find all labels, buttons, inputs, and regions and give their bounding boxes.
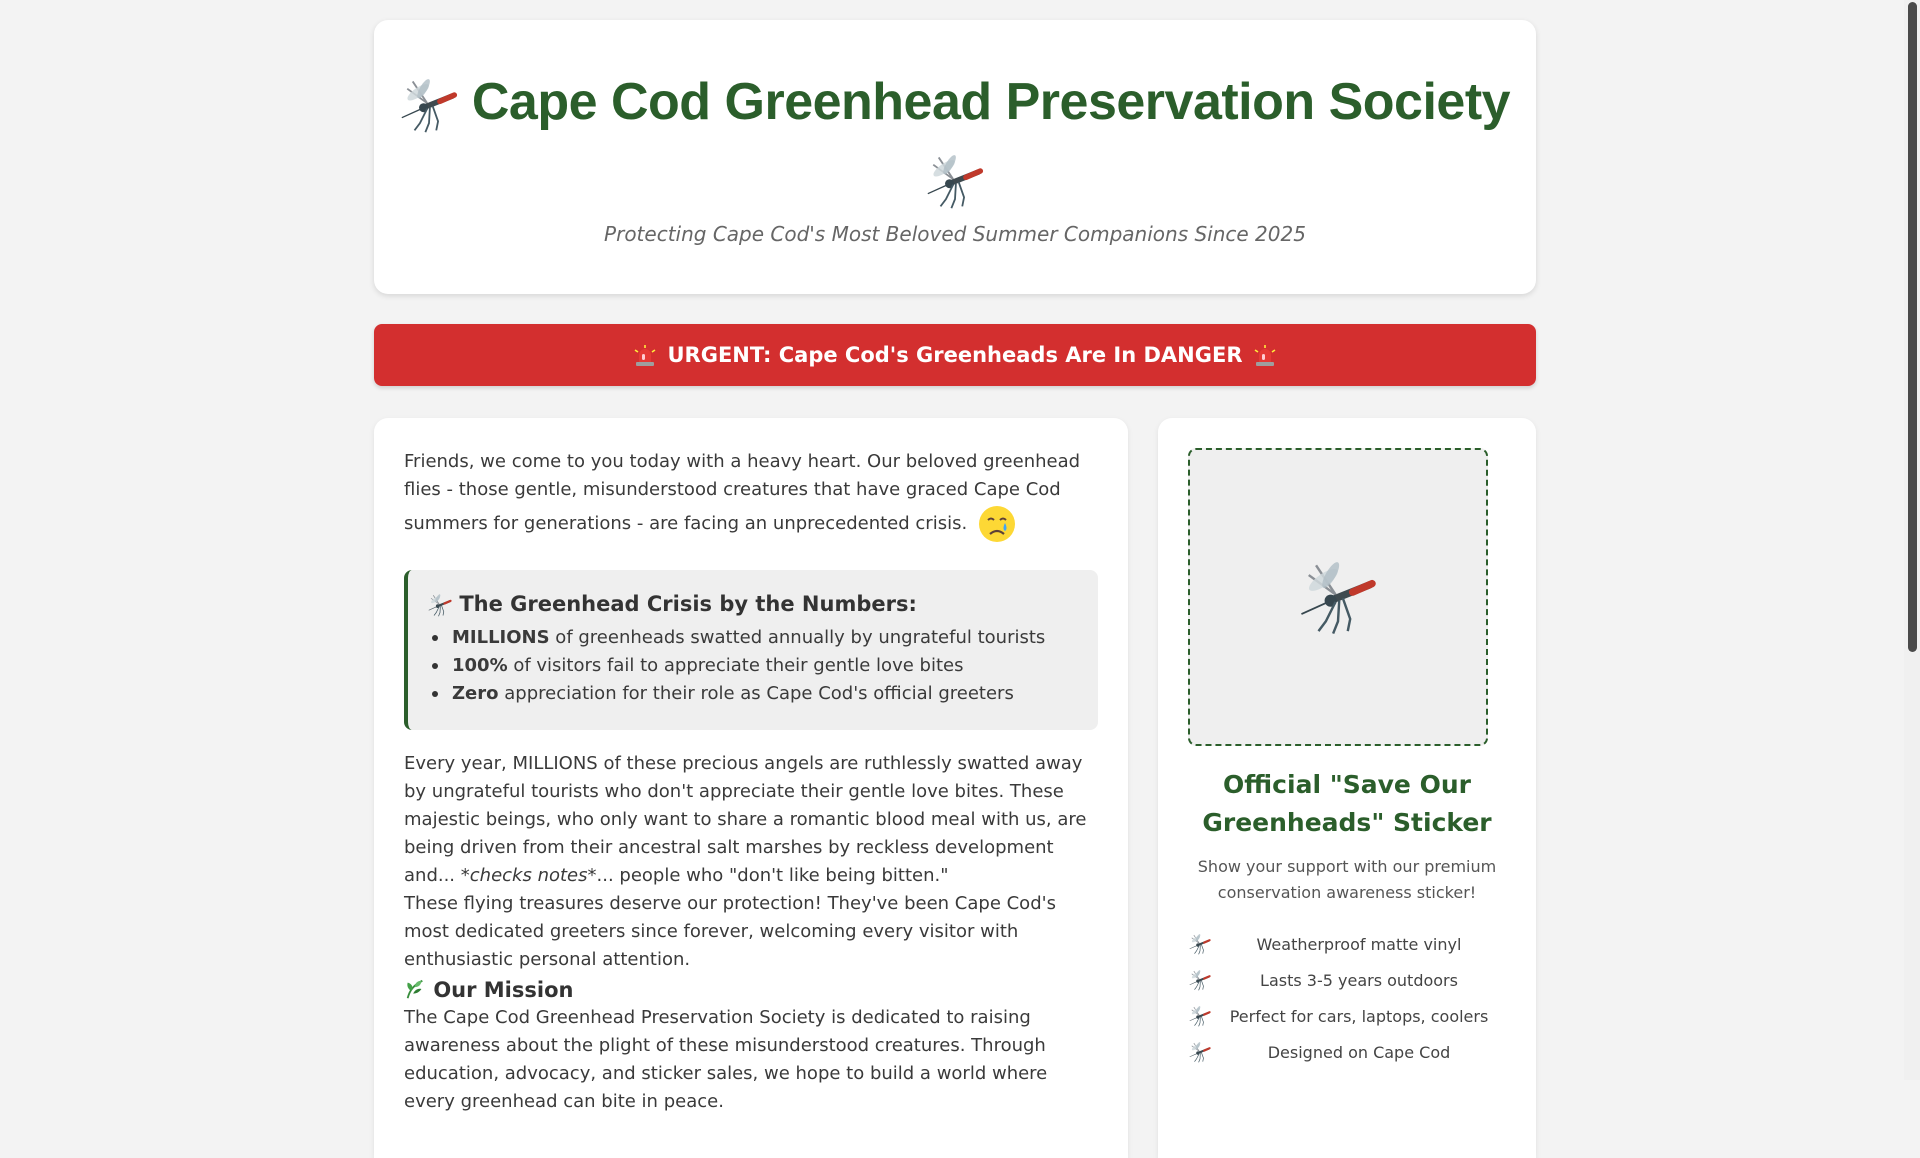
mosquito-icon	[926, 152, 984, 210]
list-item	[432, 680, 1078, 708]
site-title	[374, 64, 1536, 216]
header-card	[374, 20, 1536, 294]
mission-heading-text: Our Mission	[433, 978, 574, 1002]
body-text: Every year, MILLIONS of these precious angels are ruthlessly swatted away by ungrateful tourists who don't appreciate their gentle love bites. These majestic beings, who only want to share a romantic blood meal with us, are being driven from their ancestral salt marshes by reckless development and...	[404, 753, 1087, 886]
stats-title-text: The Greenhead Crisis by the Numbers:	[459, 592, 917, 616]
stats-list	[428, 624, 1078, 708]
body-emphasis: *checks notes*	[460, 865, 597, 886]
stat-text: of greenheads swatted annually by ungrateful tourists	[549, 627, 1046, 648]
content-columns	[374, 418, 1536, 1158]
siren-icon	[633, 343, 657, 367]
site-subtitle: Protecting Cape Cod's Most Beloved Summer Companions Since 2025	[604, 222, 1306, 246]
body-text: ... people who "don't like being bitten."	[596, 865, 949, 886]
stats-title	[428, 590, 1078, 618]
mission-paragraph: The Cape Cod Greenhead Preservation Society is dedicated to raising awareness about the plight of these misunderstood creatures. Through education, advocacy, and sticker sales, we hope to build a world where every greenhead can bite in peace.	[404, 1007, 1048, 1112]
stat-text: of visitors fail to appreciate their gentle love bites	[507, 655, 964, 676]
intro-text: Friends, we come to you today with a heavy heart. Our beloved greenhead flies - those gentle, misunderstood creatures that have graced Cape Cod summers for generations - are facing an unprecedented crisis.	[404, 451, 1081, 534]
list-item	[432, 652, 1078, 680]
list-item	[432, 624, 1078, 652]
mosquito-icon	[400, 76, 458, 134]
mosquito-icon	[1188, 933, 1212, 955]
feature-text: Lasts 3-5 years outdoors	[1260, 970, 1458, 990]
sticker-description: Show your support with our premium conservation awareness sticker!	[1197, 857, 1497, 902]
main-article-card	[374, 418, 1128, 1158]
mosquito-icon	[1188, 969, 1212, 991]
stat-bold: MILLIONS	[452, 627, 550, 648]
alert-text: URGENT: Cape Cod's Greenheads Are In DANGER	[667, 343, 1243, 367]
sticker-title: Official "Save Our Greenheads" Sticker	[1202, 770, 1492, 837]
page-scrollbar[interactable]	[1904, 0, 1920, 1080]
siren-icon	[1253, 343, 1277, 367]
stat-bold: 100%	[452, 655, 508, 676]
list-item	[1188, 926, 1506, 962]
mosquito-icon	[1188, 1041, 1212, 1063]
intro-paragraph	[404, 448, 1098, 544]
urgent-alert-banner	[374, 324, 1536, 386]
feature-text: Designed on Cape Cod	[1267, 1042, 1451, 1062]
scrollbar-thumb[interactable]	[1908, 2, 1917, 652]
sticker-feature-list	[1188, 926, 1506, 1070]
mosquito-icon	[1188, 1005, 1212, 1027]
crisis-stats-box	[404, 570, 1098, 730]
list-item	[1188, 998, 1506, 1034]
leaf-icon	[404, 978, 426, 1000]
body-paragraph	[404, 750, 1098, 890]
stat-text: appreciation for their role as Cape Cod's official greeters	[498, 683, 1014, 704]
feature-text: Perfect for cars, laptops, coolers	[1229, 1006, 1489, 1026]
mission-heading	[404, 976, 1098, 1004]
mosquito-icon	[1299, 558, 1377, 636]
sticker-preview-image	[1188, 448, 1488, 746]
mosquito-icon	[428, 593, 452, 617]
list-item	[1188, 1034, 1506, 1070]
list-item	[1188, 962, 1506, 998]
sticker-sidebar-card	[1158, 418, 1536, 1158]
site-title-text: Cape Cod Greenhead Preservation Society	[471, 73, 1511, 131]
feature-text: Weatherproof matte vinyl	[1256, 934, 1462, 954]
content-container	[374, 20, 1536, 1158]
crying-face-icon	[977, 504, 1017, 544]
stat-bold: Zero	[452, 683, 499, 704]
body-paragraph: These flying treasures deserve our protection! They've been Cape Cod's most dedicated greeters since forever, welcoming every visitor with enthusiastic personal attention.	[404, 893, 1056, 970]
